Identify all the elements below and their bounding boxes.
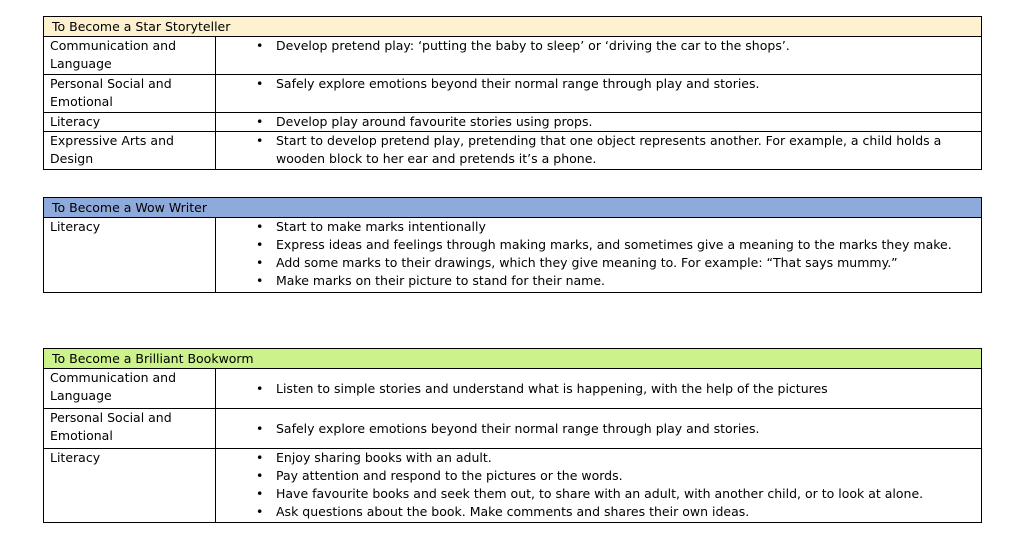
outcome-item: • Develop play around favourite stories using props. xyxy=(276,113,975,131)
outcome-list xyxy=(222,37,975,55)
outcome-item: • Listen to simple stories and understand what is happening, with the help of the pictures xyxy=(276,380,975,398)
section-title: To Become a Brilliant Bookworm xyxy=(44,349,982,369)
outcomes-cell xyxy=(216,449,982,523)
star-storyteller-table xyxy=(43,16,982,170)
area-label: Communication and Language xyxy=(44,37,216,75)
outcome-list xyxy=(222,380,975,398)
outcome-item: • Have favourite books and seek them out, to share with an adult, with another child, or to look at alone. xyxy=(276,485,975,503)
outcomes-cell xyxy=(216,132,982,170)
outcome-item: • Enjoy sharing books with an adult. xyxy=(276,449,975,467)
area-label: Communication and Language xyxy=(44,369,216,409)
area-label: Literacy xyxy=(44,113,216,132)
outcome-list xyxy=(222,113,975,131)
outcomes-cell xyxy=(216,113,982,132)
outcome-list xyxy=(222,420,975,438)
outcome-list xyxy=(222,75,975,93)
outcomes-cell xyxy=(216,409,982,449)
brilliant-bookworm-table xyxy=(43,348,982,523)
area-label: Literacy xyxy=(44,449,216,523)
outcome-item: • Start to develop pretend play, pretending that one object represents another. For example, a child holds a wooden block to her ear and pretends it’s a phone. xyxy=(276,132,975,168)
outcome-item: • Develop pretend play: ‘putting the baby to sleep’ or ‘driving the car to the shops’. xyxy=(276,37,975,55)
outcome-item: • Make marks on their picture to stand for their name. xyxy=(276,272,975,290)
outcome-list xyxy=(222,218,975,290)
outcome-item: • Safely explore emotions beyond their normal range through play and stories. xyxy=(276,75,975,93)
outcome-item: • Safely explore emotions beyond their normal range through play and stories. xyxy=(276,420,975,438)
outcome-item: • Express ideas and feelings through making marks, and sometimes give a meaning to the marks they make. xyxy=(276,236,975,254)
outcomes-cell xyxy=(216,37,982,75)
area-label: Personal Social and Emotional xyxy=(44,75,216,113)
section-title: To Become a Star Storyteller xyxy=(44,17,982,37)
outcome-item: • Add some marks to their drawings, which they give meaning to. For example: “That says mummy.” xyxy=(276,254,975,272)
outcome-list xyxy=(222,449,975,521)
outcome-item: • Ask questions about the book. Make comments and shares their own ideas. xyxy=(276,503,975,521)
area-label: Literacy xyxy=(44,218,216,293)
outcome-item: • Start to make marks intentionally xyxy=(276,218,975,236)
area-label: Expressive Arts and Design xyxy=(44,132,216,170)
wow-writer-table xyxy=(43,197,982,293)
area-label: Personal Social and Emotional xyxy=(44,409,216,449)
outcome-list xyxy=(222,132,975,168)
outcomes-cell xyxy=(216,75,982,113)
outcomes-cell xyxy=(216,218,982,293)
outcome-item: • Pay attention and respond to the pictures or the words. xyxy=(276,467,975,485)
section-title: To Become a Wow Writer xyxy=(44,198,982,218)
outcomes-cell xyxy=(216,369,982,409)
